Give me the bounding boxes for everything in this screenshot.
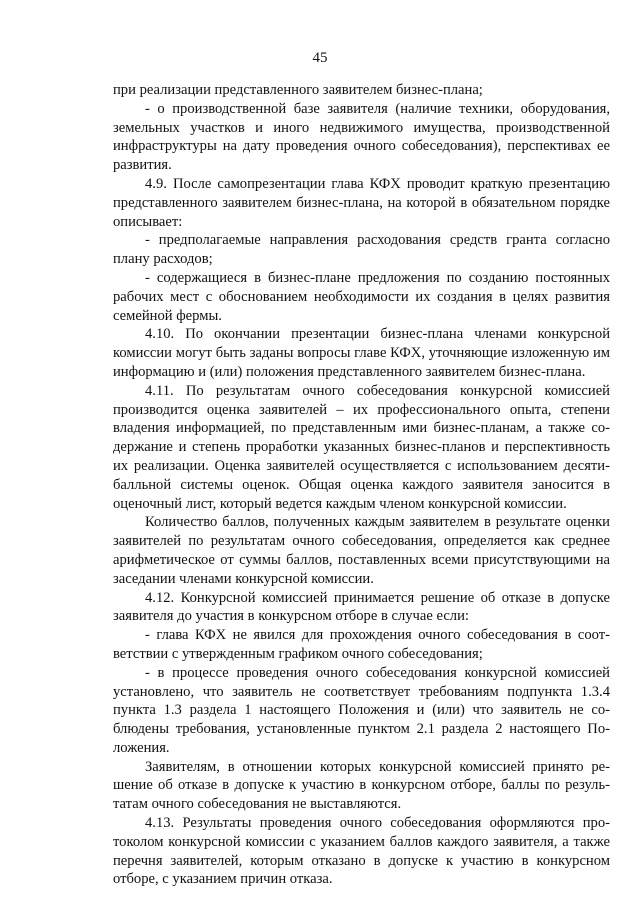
paragraph-no-scores: Заявителям, в отношении которых конкурсной комиссией принято решение об отказе в допуске к участию в конкурсном отборе, баллы по результатам очного собеседования не выставляются.	[113, 758, 610, 813]
list-item-workplaces: - содержащиеся в бизнес-плане предложения по созданию постоянных рабочих мест с обоснованием необходимости их создания в целях развития семейной фермы.	[113, 269, 610, 324]
page-number: 45	[312, 50, 328, 66]
list-item-production-base: - о производственной базе заявителя (наличие техники, оборудования, земельных участков и иного недвижимого имущества, производственной инфраструктуры на дату проведения очного собеседования), перспективах ее развития.	[113, 100, 610, 174]
clause-4-12: 4.12. Конкурсной комиссией принимается решение об отказе в допуске заявителя до участия в конкурсном отборе в случае если:	[113, 589, 610, 625]
paragraph-score-calculation: Количество баллов, полученных каждым заявителем в результате оценки заявителей по результатам очного собеседования, определяется как среднее арифметическое от суммы баллов, поставленных всеми присутствующими на заседании членами конкурсной комиссии.	[113, 514, 610, 587]
paragraph-continuation: при реализации представленного заявителем бизнес-плана;	[113, 82, 483, 98]
list-item-non-compliance: - в процессе проведения очного собеседования конкурсной комиссией установлено, что заявитель не соответствует требованиям подпункта 1.3.4 пункта 1.3 раздела 1 настоящего Положения и (или) что заявитель не соблюдены требования, установленные пунктом 2.1 раздела 2 настоящего Положения.	[113, 664, 610, 756]
list-item-grant-spending: - предполагаемые направления расходования средств гранта согласно плану расходов;	[113, 232, 610, 268]
list-item-no-show: - глава КФХ не явился для прохождения очного собеседования в соответствии с утвержденным графиком очного собеседования;	[113, 627, 610, 662]
clause-4-9: 4.9. После самопрезентации глава КФХ проводит краткую презентацию представленного заявителем бизнес-плана, на которой в обязательном порядке описывает:	[113, 175, 610, 230]
clause-4-13: 4.13. Результаты проведения очного собеседования оформляются протоколом конкурсной комиссии с указанием баллов каждого заявителя, а также перечня заявителей, которым отказано в допуске к участию в конкурсном отборе, с указанием причин отказа.	[113, 815, 610, 888]
page-body	[113, 81, 610, 889]
clause-4-11: 4.11. По результатам очного собеседования конкурсной комиссией производится оценка заявителей – их профессионального опыта, степени владения информацией, по представленным ими бизнес-планам, а также содержание и степень проработки указанных бизнес-планов и перспективность их реализации. Оценка заявителей осуществляется с использованием десятибалльной системы оценок. Общая оценка каждого заявителя заносится в оценочный лист, который ведется каждым членом конкурсной комиссии.	[113, 382, 610, 512]
clause-4-10: 4.10. По окончании презентации бизнес-плана членами конкурсной комиссии могут быть заданы вопросы главе КФХ, уточняющие изложенную им информацию и (или) положения представленного заявителем бизнес-плана.	[113, 326, 610, 380]
